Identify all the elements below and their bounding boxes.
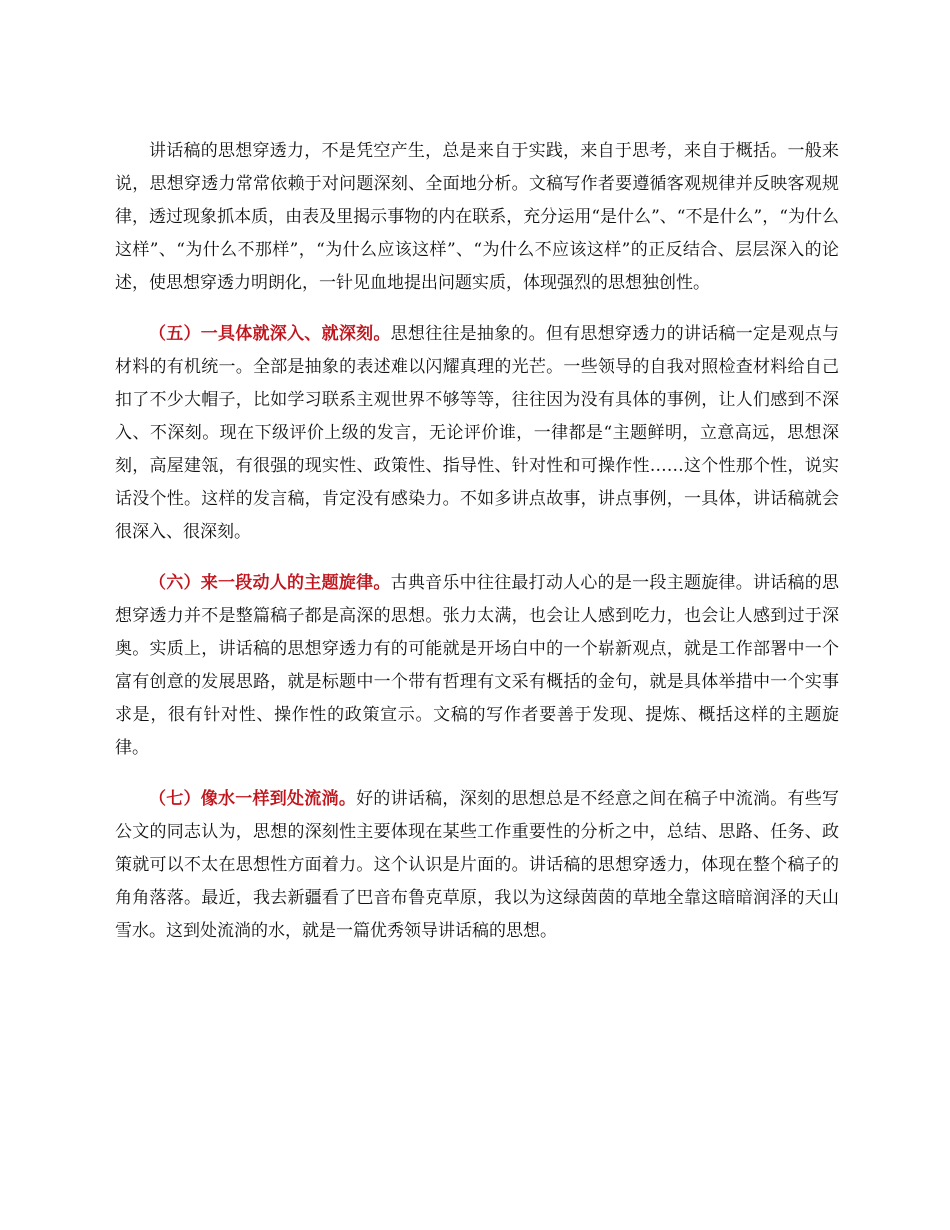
- paragraph-body-text: 讲话稿的思想穿透力，不是凭空产生，总是来自于实践，来自于思考，来自于概括。一般来说，思想穿透力常常依赖于对问题深刻、全面地分析。文稿写作者要遵循客观规律并反映客观规律，透过现象抓本质，由表及里揭示事物的内在联系，充分运用“是什么”、“不是什么”，“为什么这样”、“为什么不那样”，“为什么应该这样”、“为什么不应该这样”的正反结合、层层深入的论述，使思想穿透力明朗化，一针见血地提出问题实质，体现强烈的思想独创性。: [115, 141, 839, 293]
- paragraph-section-6: [115, 567, 839, 765]
- paragraph-intro: [115, 135, 839, 300]
- paragraph-body-text: 古典音乐中往往最打动人心的是一段主题旋律。讲话稿的思想穿透力并不是整篇稿子都是高深的思想。张力太满，也会让人感到吃力，也会让人感到过于深奥。实质上，讲话稿的思想穿透力有的可能就是开场白中的一个崭新观点，就是工作部署中一个富有创意的发展思路，就是标题中一个带有哲理有文采有概括的金句，就是具体举措中一个实事求是，很有针对性、操作性的政策宣示。文稿的写作者要善于发现、提炼、概括这样的主题旋律。: [115, 573, 840, 758]
- paragraph-section-7: [115, 783, 839, 948]
- paragraph-section-5: [115, 318, 839, 549]
- paragraph-body-text: 好的讲话稿，深刻的思想总是不经意之间在稿子中流淌。有些写公文的同志认为，思想的深刻性主要体现在某些工作重要性的分析之中，总结、思路、任务、政策就可以不太在思想性方面着力。这个认识是片面的。讲话稿的思想穿透力，体现在整个稿子的角角落落。最近，我去新疆看了巴音布鲁克草原，我以为这绿茵茵的草地全靠这暗暗润泽的天山雪水。这到处流淌的水，就是一篇优秀领导讲话稿的思想。: [115, 789, 839, 941]
- section-heading: （七）像水一样到处流淌。: [149, 789, 357, 809]
- section-heading: （六）来一段动人的主题旋律。: [149, 573, 391, 593]
- paragraph-body-text: 思想往往是抽象的。但有思想穿透力的讲话稿一定是观点与材料的有机统一。全部是抽象的表述难以闪耀真理的光芒。一些领导的自我对照检查材料给自己扣了不少大帽子，比如学习联系主观世界不够等等，往往因为没有具体的事例，让人们感到不深入、不深刻。现在下级评价上级的发言，无论评价谁，一律都是“主题鲜明，立意高远，思想深刻，高屋建瓴，有很强的现实性、政策性、指导性、针对性和可操作性……这个性那个性，说实话没个性。这样的发言稿，肯定没有感染力。不如多讲点故事，讲点事例，一具体，讲话稿就会很深入、很深刻。: [115, 324, 840, 542]
- document-page: [115, 135, 839, 966]
- section-heading: （五）一具体就深入、就深刻。: [149, 324, 391, 344]
